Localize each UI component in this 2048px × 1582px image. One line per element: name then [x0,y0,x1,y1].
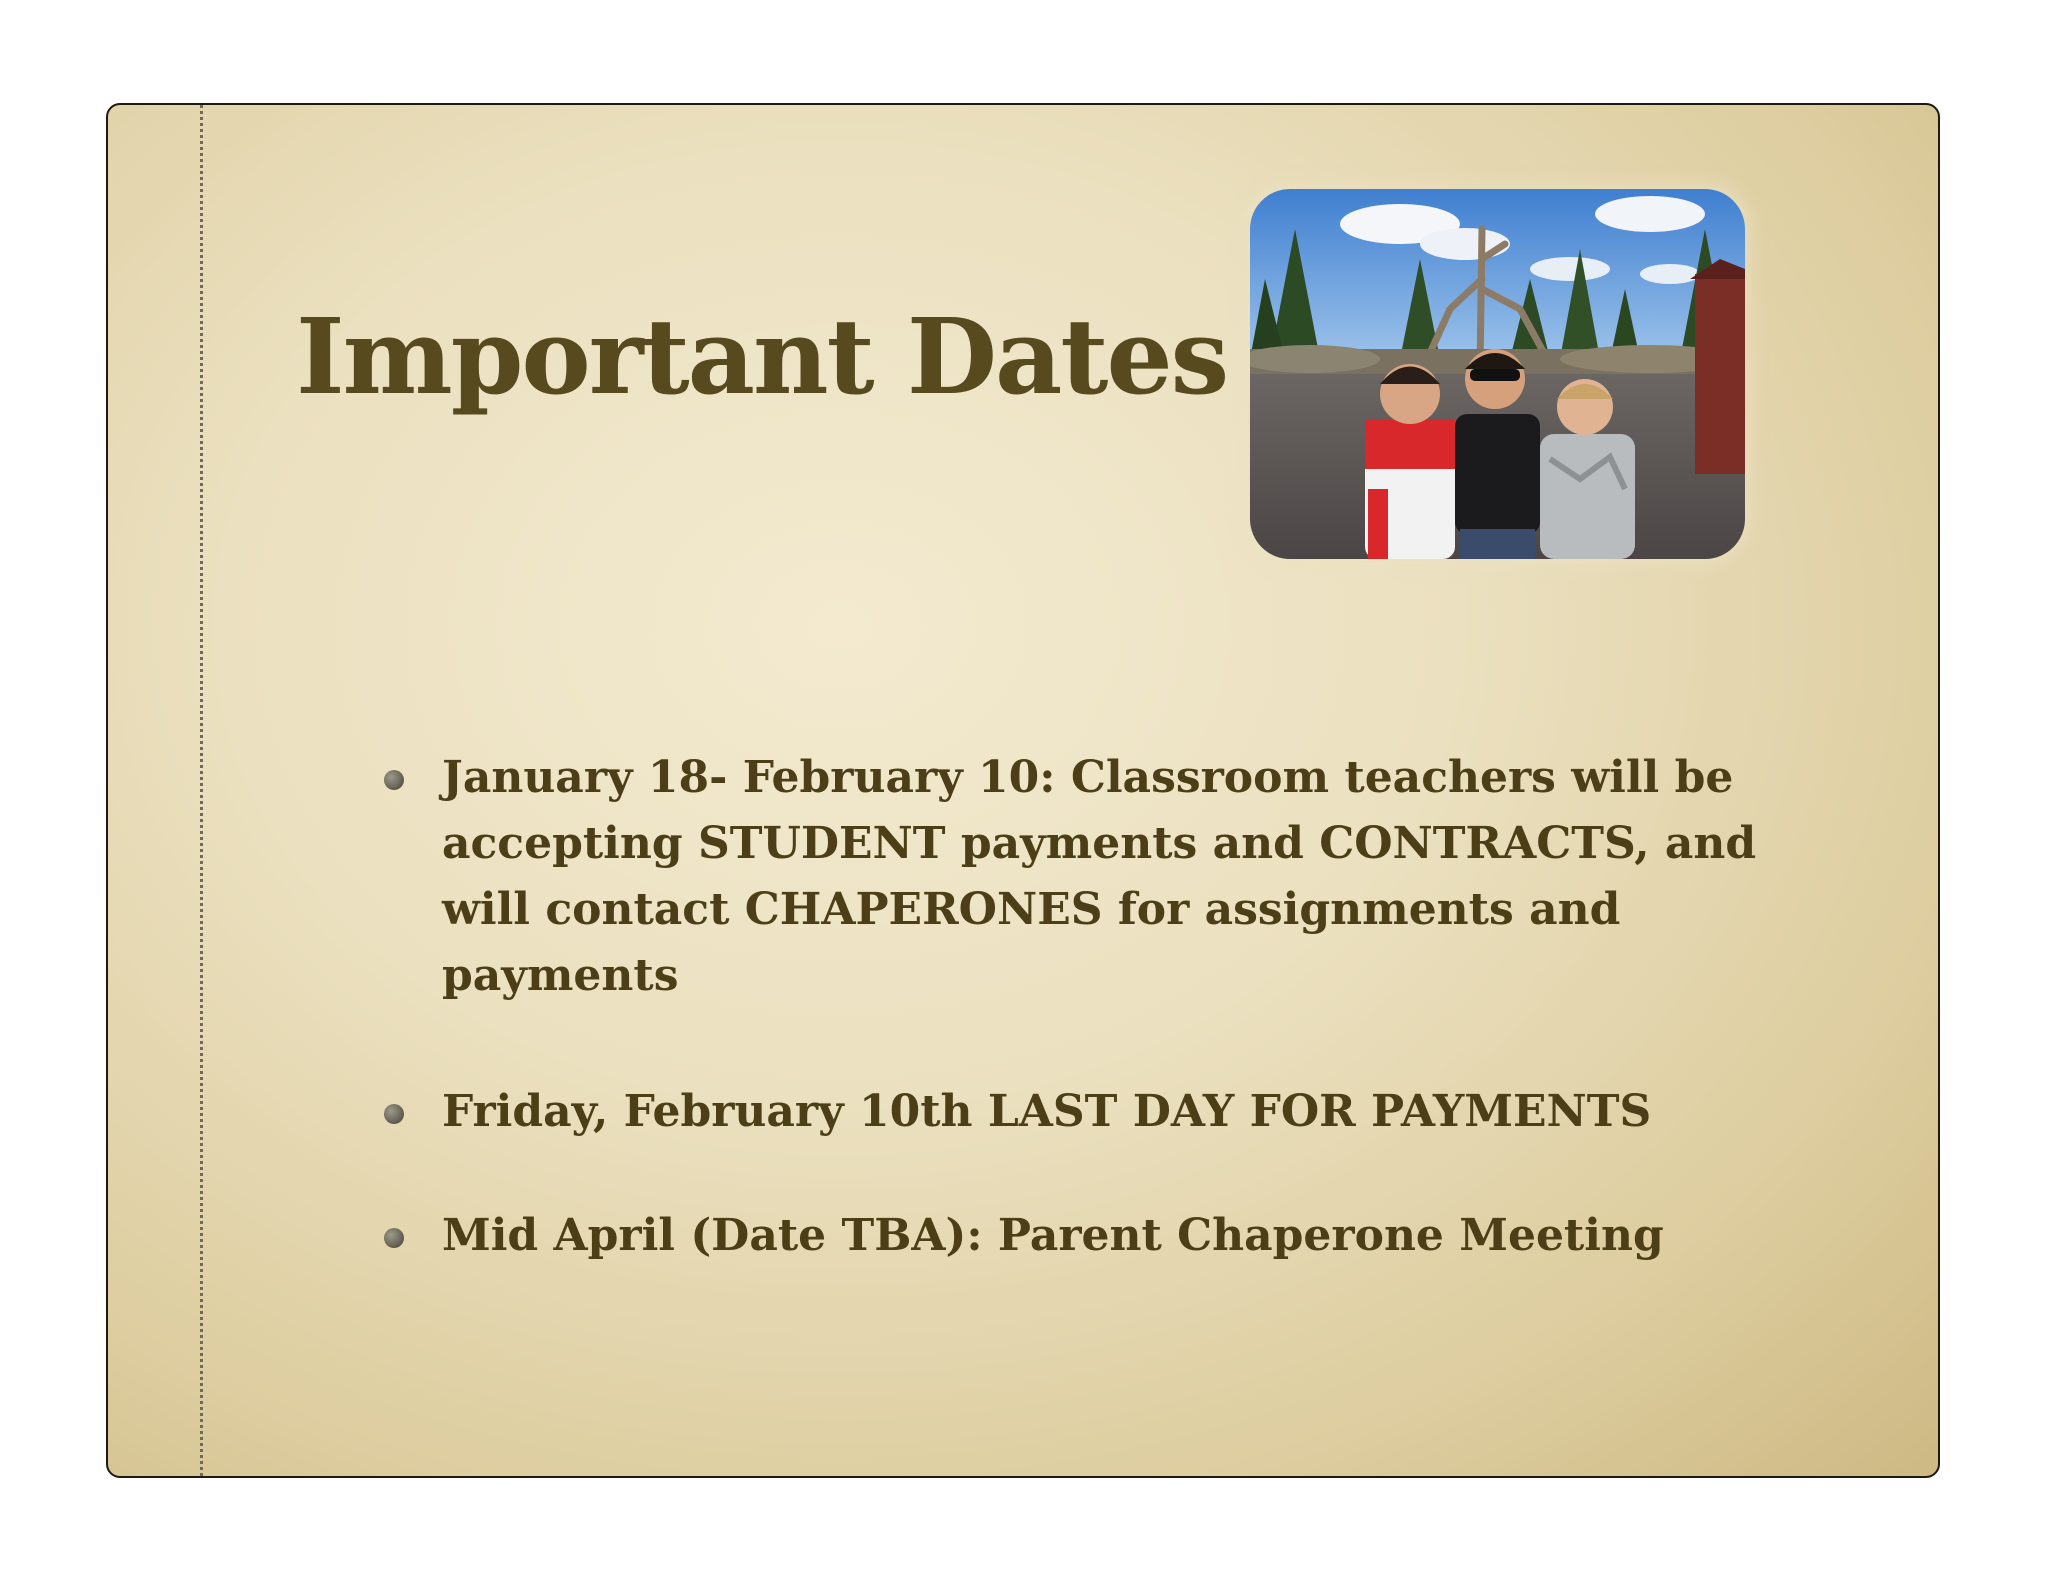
bullet-dot-icon [384,770,404,790]
slide-title: Important Dates [296,295,1228,418]
binding-dotted-line [200,105,203,1476]
slide-photo [1250,189,1745,559]
slide [106,103,1940,1478]
bullet-text: Mid April (Date TBA): Parent Chaperone Meeting [442,1210,1664,1261]
bullet-text: January 18- February 10: Classroom teachers will be accepting STUDENT payments and CONTRACTS, and will contact CHAPERONES for assignments and payments [442,752,1757,1001]
list-item [378,745,1848,1009]
bullet-text: Friday, February 10th LAST DAY FOR PAYMENTS [442,1086,1652,1137]
list-item [378,1079,1848,1145]
list-item [378,1203,1848,1269]
photo-kids-icon [1250,189,1745,559]
bullet-dot-icon [384,1228,404,1248]
bullet-list [378,745,1848,1339]
bullet-dot-icon [384,1104,404,1124]
